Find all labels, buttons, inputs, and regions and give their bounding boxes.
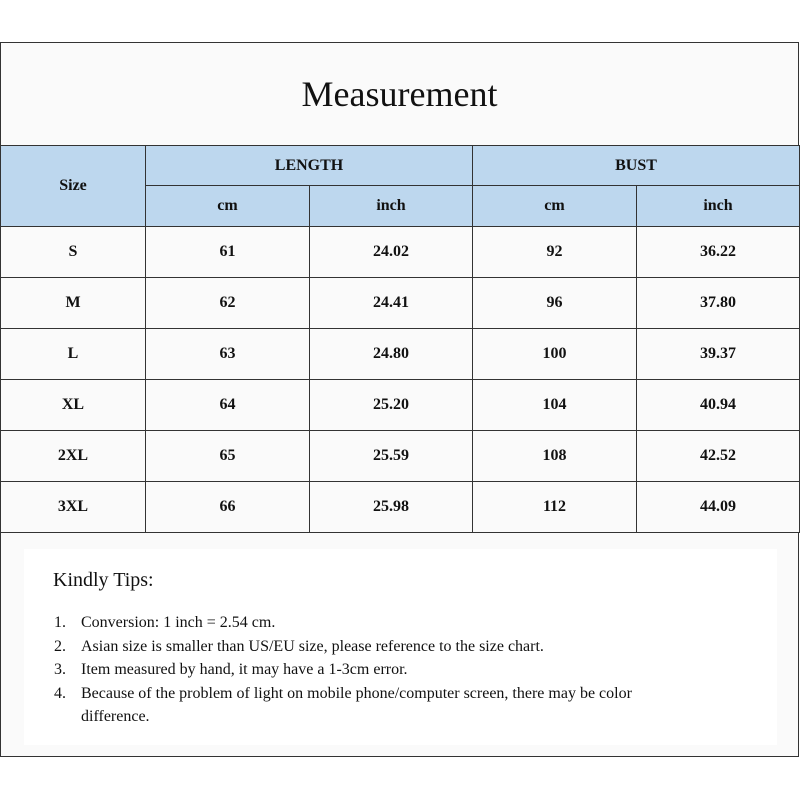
table-row [1, 329, 800, 380]
tip-text: Asian size is smaller than US/EU size, please reference to the size chart. [81, 637, 544, 655]
value-cell: 61 [146, 227, 310, 278]
tip-item [54, 658, 704, 682]
value-cell: 36.22 [637, 227, 800, 278]
size-cell: S [1, 227, 146, 278]
unit-header: inch [637, 186, 800, 227]
value-cell: 25.98 [310, 482, 473, 533]
unit-header: cm [146, 186, 310, 227]
tips-heading: Kindly Tips: [53, 569, 154, 591]
table-row [1, 482, 800, 533]
tip-text: Because of the problem of light on mobile phone/computer screen, there may be color difference. [81, 684, 632, 725]
size-cell: XL [1, 380, 146, 431]
value-cell: 92 [473, 227, 637, 278]
table-row [1, 227, 800, 278]
value-cell: 24.41 [310, 278, 473, 329]
bust-header: BUST [473, 146, 800, 186]
page-title: Measurement [1, 43, 798, 147]
table-row [1, 431, 800, 482]
value-cell: 37.80 [637, 278, 800, 329]
value-cell: 104 [473, 380, 637, 431]
size-cell: 2XL [1, 431, 146, 482]
tip-item [54, 611, 704, 635]
value-cell: 25.20 [310, 380, 473, 431]
value-cell: 42.52 [637, 431, 800, 482]
tip-number: 4. [54, 684, 66, 702]
tip-text: Item measured by hand, it may have a 1-3cm error. [81, 661, 408, 678]
value-cell: 40.94 [637, 380, 800, 431]
tips-list [54, 611, 704, 729]
value-cell: 24.80 [310, 329, 473, 380]
size-cell: 3XL [1, 482, 146, 533]
tip-text: Conversion: 1 inch = 2.54 cm. [81, 614, 276, 631]
value-cell: 108 [473, 431, 637, 482]
table-row [1, 278, 800, 329]
tip-number: 3. [54, 661, 66, 678]
size-cell: L [1, 329, 146, 380]
unit-header: cm [473, 186, 637, 227]
unit-header: inch [310, 186, 473, 227]
tips-panel [24, 549, 777, 745]
value-cell: 112 [473, 482, 637, 533]
tip-item [54, 682, 704, 729]
value-cell: 39.37 [637, 329, 800, 380]
tip-number: 1. [54, 614, 66, 631]
value-cell: 64 [146, 380, 310, 431]
size-cell: M [1, 278, 146, 329]
tip-number: 2. [54, 637, 66, 655]
value-cell: 44.09 [637, 482, 800, 533]
size-header: Size [1, 146, 146, 227]
value-cell: 100 [473, 329, 637, 380]
table-row [1, 380, 800, 431]
value-cell: 65 [146, 431, 310, 482]
measurement-table [0, 145, 800, 533]
tip-item [54, 635, 704, 659]
value-cell: 63 [146, 329, 310, 380]
size-chart [0, 42, 799, 757]
value-cell: 24.02 [310, 227, 473, 278]
value-cell: 66 [146, 482, 310, 533]
length-header: LENGTH [146, 146, 473, 186]
value-cell: 25.59 [310, 431, 473, 482]
value-cell: 96 [473, 278, 637, 329]
value-cell: 62 [146, 278, 310, 329]
